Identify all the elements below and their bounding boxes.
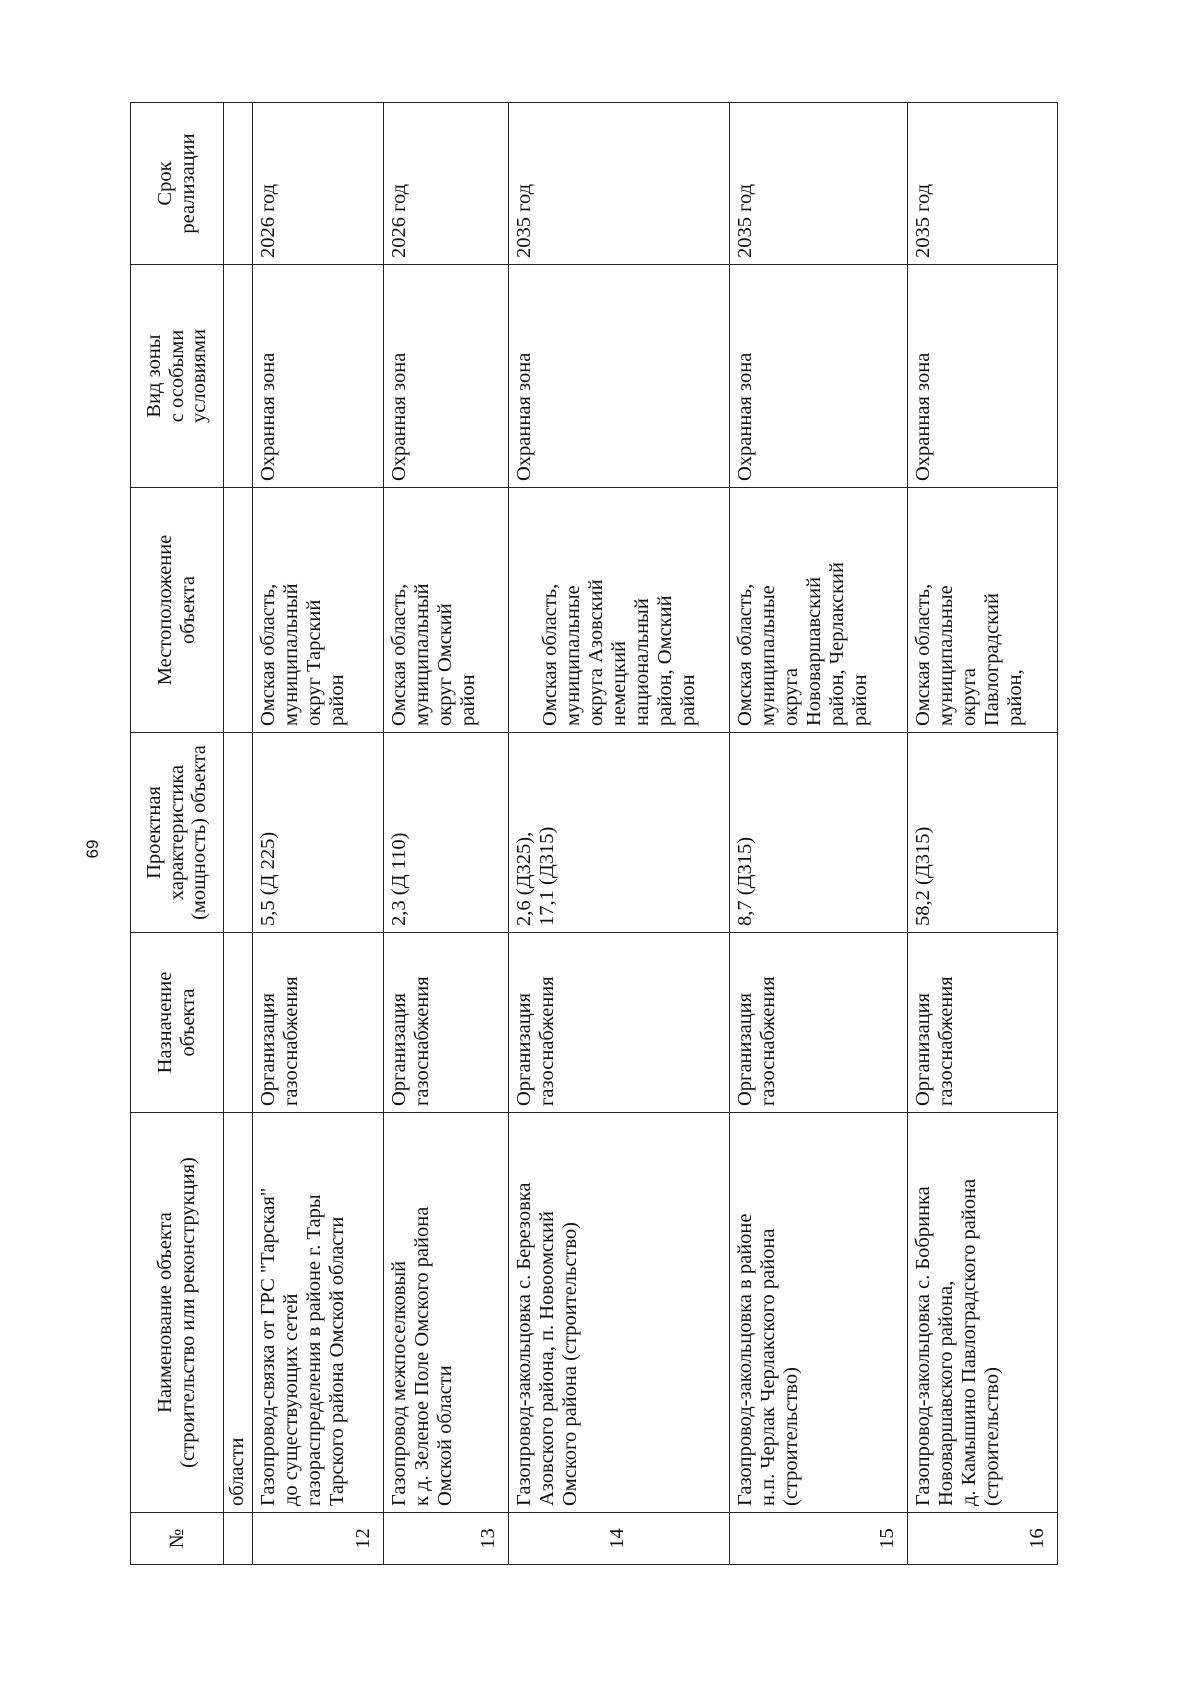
table-cell-term: 2035 год [730, 103, 908, 265]
table-cell-zone: Охранная зона [509, 265, 730, 488]
table-cell-number: 16 [908, 1513, 1058, 1565]
table-cell-capacity: 58,2 (Д315) [908, 733, 1058, 933]
table-cell-capacity: 5,5 (Д 225) [253, 733, 384, 933]
table-cell-capacity: 8,7 (Д315) [730, 733, 908, 933]
column-header-term: Срок реализации [131, 103, 224, 265]
table-cell-number: 15 [730, 1513, 908, 1565]
table-cell-region: области [224, 1113, 253, 1513]
table-cell-empty [224, 1513, 253, 1565]
column-header-capacity: Проектная характеристика (мощность) объекта [131, 733, 224, 933]
table-cell-location: Омская область, муниципальные округа Павлоградский район, [908, 488, 1058, 733]
column-header-number: № [131, 1513, 224, 1565]
table-row [384, 103, 509, 1565]
table-cell-name: Газопровод-связка от ГРС "Тарская" до существующих сетей газораспределения в районе г. Тары Тарского района Омской области [253, 1113, 384, 1513]
table-row [730, 103, 908, 1565]
table-cell-location: Омская область, муниципальный округ Тарский район [253, 488, 384, 733]
table-row [509, 103, 730, 1565]
table-cell-number: 13 [384, 1513, 509, 1565]
table-cell-purpose: Организация газоснабжения [253, 933, 384, 1113]
table-cell-name: Газопровод-закольцовка в районе н.п. Черлак Черлакского района (строительство) [730, 1113, 908, 1513]
table-row-region-continuation [224, 103, 253, 1565]
table-cell-term: 2035 год [908, 103, 1058, 265]
table-cell-location [509, 488, 730, 733]
table-cell-name: Газопровод-закольцовка с. Бобринка Нововаршавского района, д. Камышино Павлоградского района (строительство) [908, 1113, 1058, 1513]
column-header-zone: Вид зоны с особыми условиями [131, 265, 224, 488]
page-number: 69 [83, 839, 102, 859]
table-cell-capacity: 2,3 (Д 110) [384, 733, 509, 933]
table-cell-location: Омская область, муниципальные округа Нововаршавский район, Черлакский район [730, 488, 908, 733]
table-row [253, 103, 384, 1565]
table-cell-zone: Охранная зона [730, 265, 908, 488]
location-text: Омская область, муниципальные округа Азовский немецкий национальный район, Омский район [539, 579, 699, 726]
table-cell-capacity: 2,6 (Д325), 17,1 (Д315) [509, 733, 730, 933]
table-cell-name: Газопровод межпоселковый к д. Зеленое Поле Омского района Омской области [384, 1113, 509, 1513]
table-cell-empty [224, 488, 253, 733]
table-cell-zone: Охранная зона [253, 265, 384, 488]
table-cell-purpose: Организация газоснабжения [730, 933, 908, 1113]
objects-table [130, 102, 1058, 1565]
table-cell-empty [224, 265, 253, 488]
table-cell-empty [224, 733, 253, 933]
table-cell-number: 12 [253, 1513, 384, 1565]
table-cell-name: Газопровод-закольцовка с. Березовка Азовского района, п. Новоомский Омского района (строительство) [509, 1113, 730, 1513]
table-cell-number: 14 [509, 1513, 730, 1565]
table-row [908, 103, 1058, 1565]
column-header-location: Местоположение объекта [131, 488, 224, 733]
table-cell-term: 2035 год [509, 103, 730, 265]
table-cell-zone: Охранная зона [384, 265, 509, 488]
table-cell-location: Омская область, муниципальный округ Омский район [384, 488, 509, 733]
column-header-name: Наименование объекта (строительство или реконструкция) [131, 1113, 224, 1513]
table-cell-purpose: Организация газоснабжения [908, 933, 1058, 1113]
table-cell-purpose: Организация газоснабжения [509, 933, 730, 1113]
table-header-row [131, 103, 224, 1565]
table-cell-zone: Охранная зона [908, 265, 1058, 488]
table-cell-empty [224, 933, 253, 1113]
table-cell-term: 2026 год [384, 103, 509, 265]
table-cell-term: 2026 год [253, 103, 384, 265]
table-cell-purpose: Организация газоснабжения [384, 933, 509, 1113]
column-header-purpose: Назначение объекта [131, 933, 224, 1113]
table-cell-empty [224, 103, 253, 265]
